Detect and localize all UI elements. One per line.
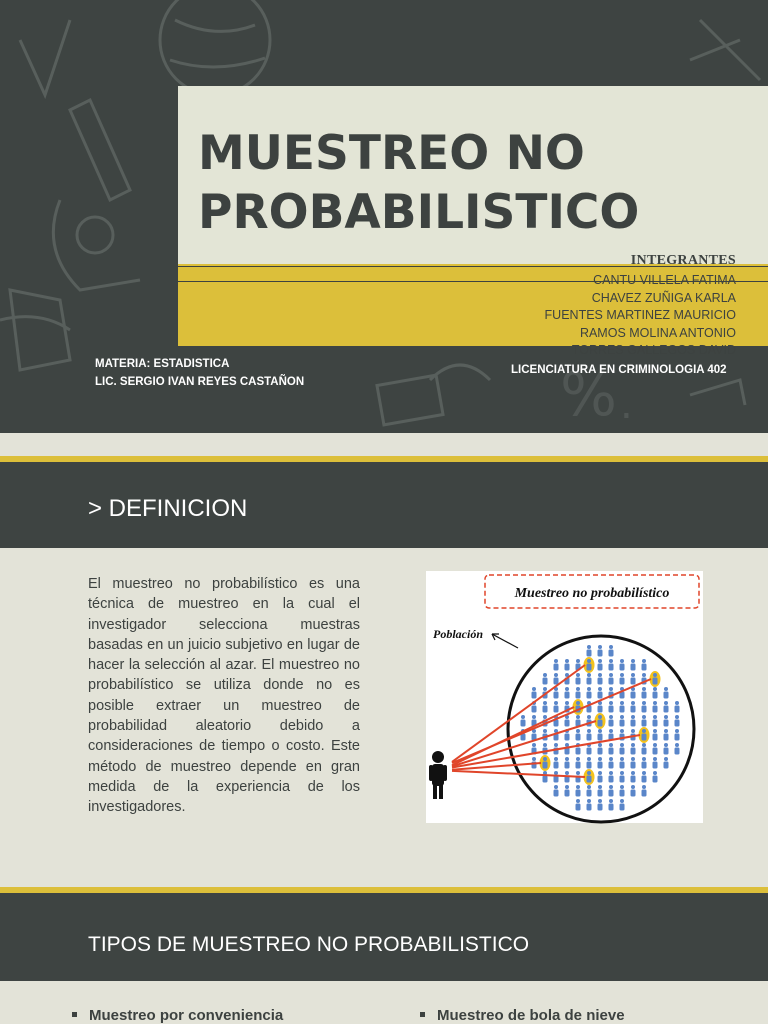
- sampling-diagram: [426, 571, 703, 823]
- person-icon: [598, 645, 603, 657]
- person-icon: [576, 715, 581, 727]
- person-icon: [620, 673, 625, 685]
- person-icon: [565, 757, 570, 769]
- person-icon: [576, 687, 581, 699]
- person-icon: [620, 757, 625, 769]
- person-icon: [587, 687, 592, 699]
- person-icon: [598, 729, 603, 741]
- person-icon: [554, 687, 559, 699]
- person-icon: [653, 771, 658, 783]
- diagram-title: Muestreo no probabilístico: [514, 586, 670, 601]
- bullet-icon: [420, 1012, 425, 1017]
- person-icon: [587, 645, 592, 657]
- person-icon: [664, 701, 669, 713]
- member-name: FUENTES MARTINEZ MAURICIO: [544, 308, 736, 322]
- person-icon: [642, 771, 647, 783]
- person-icon: [598, 771, 603, 783]
- person-icon: [532, 729, 537, 741]
- person-icon: [543, 673, 548, 685]
- person-icon: [609, 659, 614, 671]
- person-icon: [587, 673, 592, 685]
- person-icon: [639, 727, 650, 743]
- person-icon: [565, 715, 570, 727]
- person-icon: [565, 785, 570, 797]
- person-icon: [609, 771, 614, 783]
- page-title: [198, 124, 638, 242]
- person-icon: [598, 757, 603, 769]
- person-icon: [609, 785, 614, 797]
- title-line-1: MUESTREO NO: [198, 126, 585, 181]
- person-icon: [650, 671, 661, 687]
- person-icon: [554, 659, 559, 671]
- types-heading: TIPOS DE MUESTREO NO PROBABILISTICO: [88, 933, 530, 956]
- person-icon: [631, 757, 636, 769]
- person-icon: [554, 771, 559, 783]
- bullet-icon: [72, 1012, 77, 1017]
- course-info: [95, 355, 304, 391]
- person-icon: [653, 701, 658, 713]
- person-icon: [653, 757, 658, 769]
- person-icon: [664, 743, 669, 755]
- person-icon: [554, 757, 559, 769]
- person-icon: [554, 701, 559, 713]
- person-icon: [584, 769, 595, 785]
- person-icon: [543, 729, 548, 741]
- member-name: CHAVEZ ZUÑIGA KARLA: [591, 290, 736, 305]
- person-icon: [642, 785, 647, 797]
- subject-label: MATERIA: ESTADISTICA: [95, 358, 230, 370]
- person-icon: [631, 687, 636, 699]
- types-header: [0, 893, 768, 981]
- person-icon: [609, 743, 614, 755]
- person-icon: [620, 659, 625, 671]
- person-icon: [675, 715, 680, 727]
- svg-text:%: %: [560, 360, 618, 430]
- person-icon: [631, 673, 636, 685]
- member-name: CANTU VILLELA FATIMA: [593, 273, 736, 287]
- person-icon: [543, 743, 548, 755]
- person-icon: [598, 785, 603, 797]
- type-item: [72, 1007, 283, 1024]
- person-icon: [664, 687, 669, 699]
- person-icon: [631, 715, 636, 727]
- person-icon: [532, 687, 537, 699]
- person-icon: [521, 715, 526, 727]
- person-icon: [587, 729, 592, 741]
- person-icon: [576, 757, 581, 769]
- person-icon: [620, 799, 625, 811]
- person-icon: [576, 729, 581, 741]
- teacher-label: LIC. SERGIO IVAN REYES CASTAÑON: [95, 376, 305, 388]
- person-icon: [675, 743, 680, 755]
- person-icon: [631, 743, 636, 755]
- person-icon: [631, 701, 636, 713]
- person-icon: [587, 757, 592, 769]
- type-label: Muestreo por conveniencia: [89, 1007, 284, 1024]
- members-heading: INTEGRANTES: [630, 253, 736, 268]
- person-icon: [565, 659, 570, 671]
- person-icon: [598, 743, 603, 755]
- person-icon: [609, 673, 614, 685]
- population-label: Población: [433, 627, 483, 641]
- person-icon: [543, 701, 548, 713]
- person-icon: [554, 785, 559, 797]
- person-icon: [609, 645, 614, 657]
- person-icon: [664, 715, 669, 727]
- person-icon: [598, 687, 603, 699]
- person-icon: [609, 701, 614, 713]
- person-icon: [598, 701, 603, 713]
- person-icon: [609, 799, 614, 811]
- person-icon: [540, 755, 551, 771]
- person-icon: [584, 657, 595, 673]
- person-icon: [631, 771, 636, 783]
- person-icon: [573, 699, 584, 715]
- person-icon: [620, 701, 625, 713]
- person-icon: [653, 715, 658, 727]
- definition-header: [0, 462, 768, 548]
- person-icon: [620, 771, 625, 783]
- person-icon: [642, 743, 647, 755]
- person-icon: [598, 673, 603, 685]
- svg-text:.: .: [620, 382, 633, 428]
- types-slide: [0, 887, 768, 1024]
- person-icon: [631, 659, 636, 671]
- person-icon: [642, 687, 647, 699]
- definition-slide: [0, 456, 768, 869]
- person-icon: [631, 729, 636, 741]
- person-icon: [620, 715, 625, 727]
- person-icon: [653, 687, 658, 699]
- person-icon: [543, 771, 548, 783]
- person-icon: [598, 659, 603, 671]
- person-icon: [609, 715, 614, 727]
- member-name: TORRES GALLEGOS DAVID: [571, 343, 736, 357]
- definition-heading: > DEFINICION: [88, 495, 248, 522]
- members-list: [500, 272, 736, 357]
- person-icon: [620, 785, 625, 797]
- person-icon: [675, 729, 680, 741]
- member-name: RAMOS MOLINA ANTONIO: [579, 325, 736, 340]
- person-icon: [642, 701, 647, 713]
- type-label: Muestreo de bola de nieve: [437, 1007, 625, 1024]
- person-icon: [595, 713, 606, 729]
- person-icon: [587, 785, 592, 797]
- person-icon: [642, 659, 647, 671]
- person-icon: [609, 757, 614, 769]
- person-icon: [664, 729, 669, 741]
- person-icon: [631, 785, 636, 797]
- person-icon: [653, 743, 658, 755]
- person-icon: [565, 687, 570, 699]
- person-icon: [598, 799, 603, 811]
- person-icon: [554, 673, 559, 685]
- title-line-2: PROBABILISTICO: [198, 185, 640, 240]
- title-slide: [0, 0, 768, 433]
- person-icon: [642, 715, 647, 727]
- person-icon: [620, 743, 625, 755]
- person-icon: [675, 701, 680, 713]
- person-icon: [642, 757, 647, 769]
- type-item: [420, 1007, 625, 1024]
- person-icon: [664, 757, 669, 769]
- person-icon: [587, 799, 592, 811]
- definition-text: El muestreo no probabilístico es una técnica de muestreo en la cual el investigador selecciona muestras basadas en un juicio subjetivo en lugar de hacer la selección al azar. El muestreo no probabilístico se utiliza donde no es posible extraer un muestreo de probabilidad aleatorio debido a consideraciones de tiempo o costo. Este método de muestreo depende en gran medida de la experiencia de los investigadores.: [88, 576, 360, 816]
- person-icon: [576, 673, 581, 685]
- person-icon: [653, 729, 658, 741]
- person-icon: [576, 799, 581, 811]
- degree-label: LICENCIATURA EN CRIMINOLOGIA 402: [511, 364, 727, 376]
- person-icon: [576, 785, 581, 797]
